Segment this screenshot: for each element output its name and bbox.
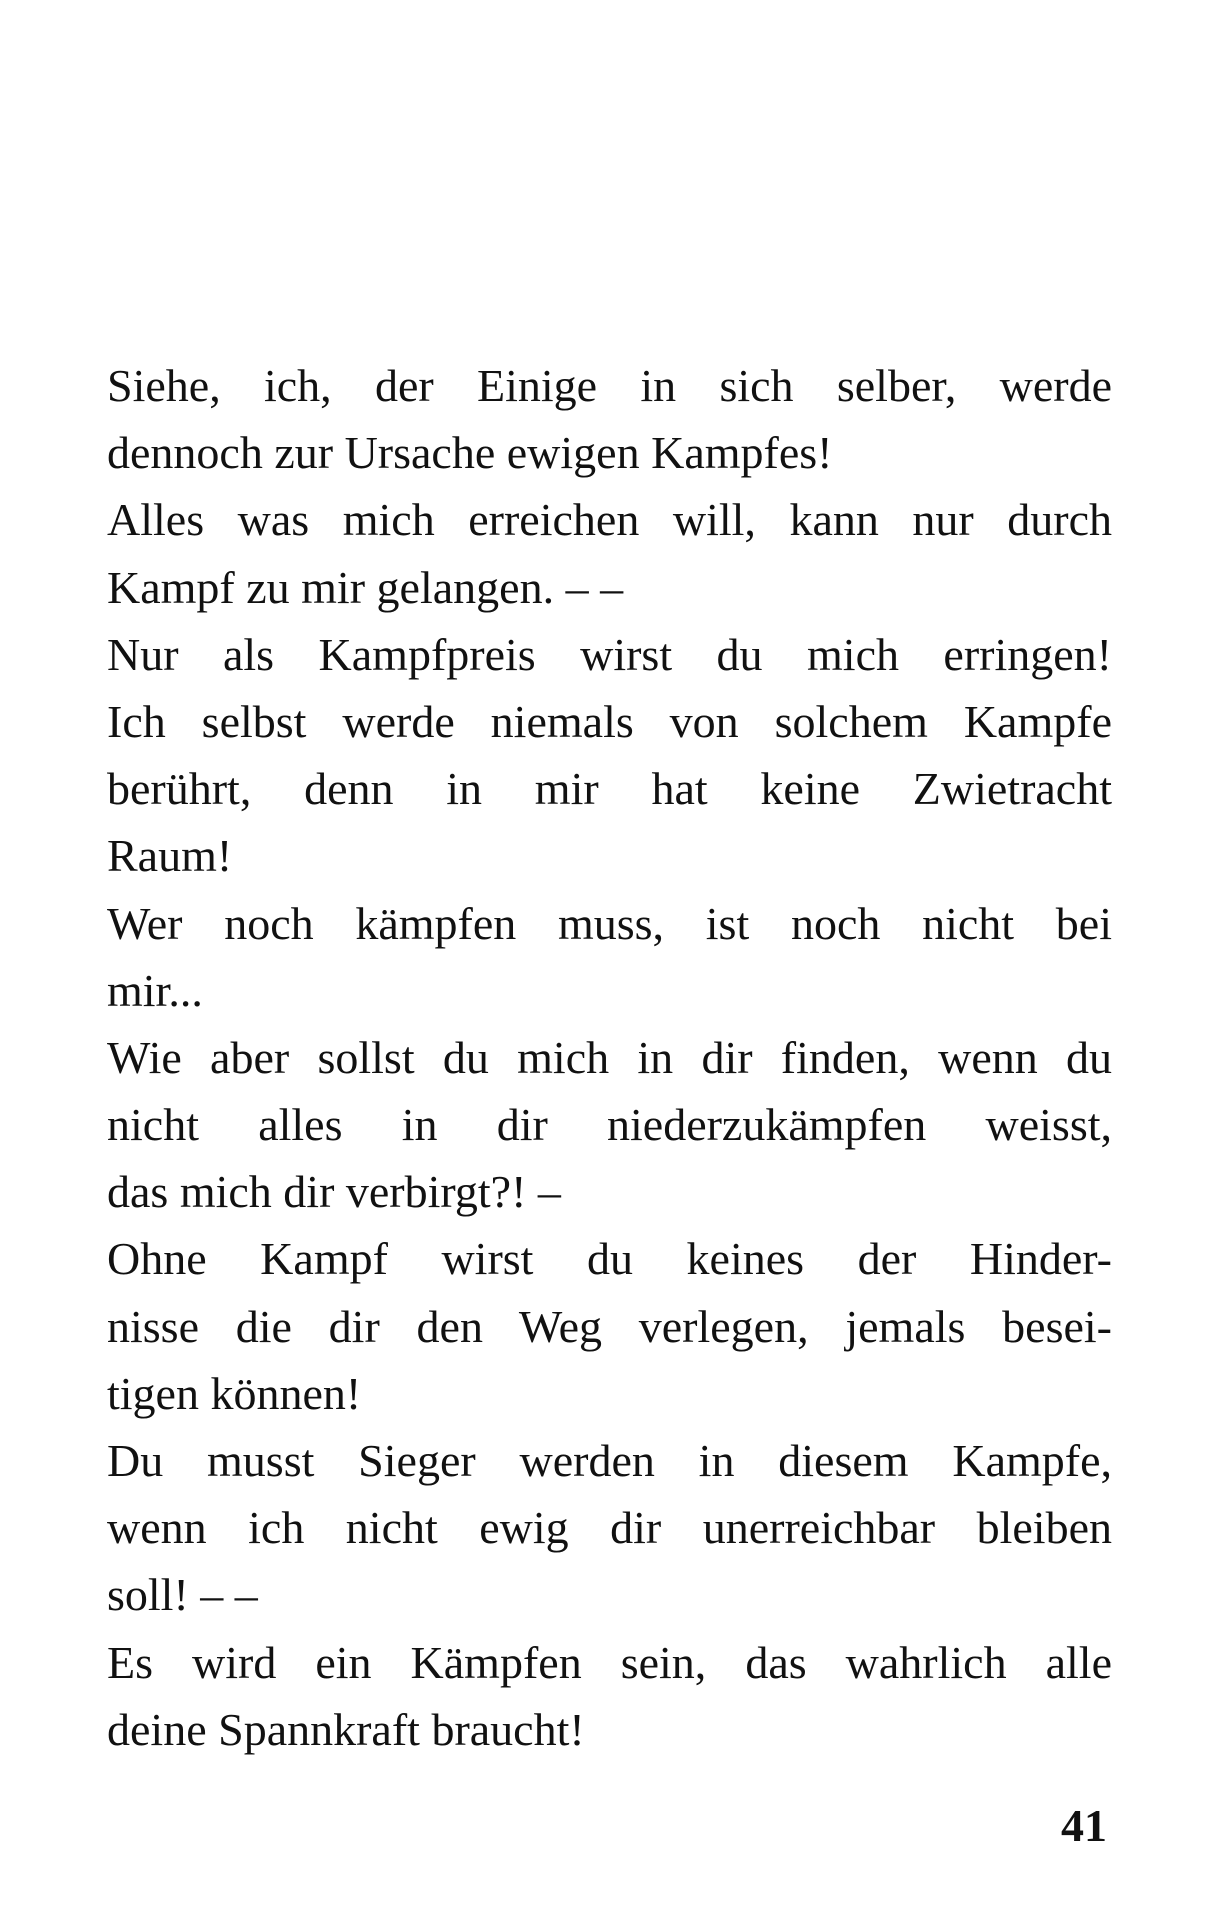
text-line-5: Nur als Kampfpreis wirst du mich erringen!	[107, 628, 1112, 680]
text-line-11: Wie aber sollst du mich in dir finden, wenn du	[107, 1031, 1112, 1083]
text-line-12: nicht alles in dir niederzukämpfen weisst,	[107, 1099, 1112, 1151]
text-line-16: tigen können!	[107, 1367, 362, 1419]
text-line-20: Es wird ein Kämpfen sein, das wahrlich alle	[107, 1636, 1112, 1688]
text-line-2: dennoch zur Ursache ewigen Kampfes!	[107, 427, 833, 479]
text-line-6: Ich selbst werde niemals von solchem Kampfe	[107, 695, 1112, 747]
text-line-10: mir...	[107, 964, 203, 1016]
text-line-19: soll! – –	[107, 1569, 258, 1621]
text-line-18: wenn ich nicht ewig dir unerreichbar bleiben	[107, 1502, 1112, 1554]
text-line-13: das mich dir verbirgt?! –	[107, 1166, 561, 1218]
page-number: 41	[1061, 1800, 1107, 1851]
text-line-8: Raum!	[107, 830, 233, 882]
text-line-4: Kampf zu mir gelangen. – –	[107, 561, 624, 613]
text-line-1: Siehe, ich, der Einige in sich selber, werde	[107, 360, 1112, 411]
text-line-7: berührt, denn in mir hat keine Zwietracht	[107, 763, 1112, 815]
text-line-9: Wer noch kämpfen muss, ist noch nicht bei	[107, 897, 1112, 949]
text-line-17: Du musst Sieger werden in diesem Kampfe,	[107, 1435, 1112, 1486]
text-line-15: nisse die dir den Weg verlegen, jemals besei-	[107, 1300, 1112, 1352]
body-text	[107, 352, 1112, 1763]
text-line-3: Alles was mich erreichen will, kann nur durch	[107, 494, 1112, 546]
text-line-21: deine Spannkraft braucht!	[107, 1703, 585, 1755]
text-line-14: Ohne Kampf wirst du keines der Hinder-	[107, 1233, 1112, 1285]
